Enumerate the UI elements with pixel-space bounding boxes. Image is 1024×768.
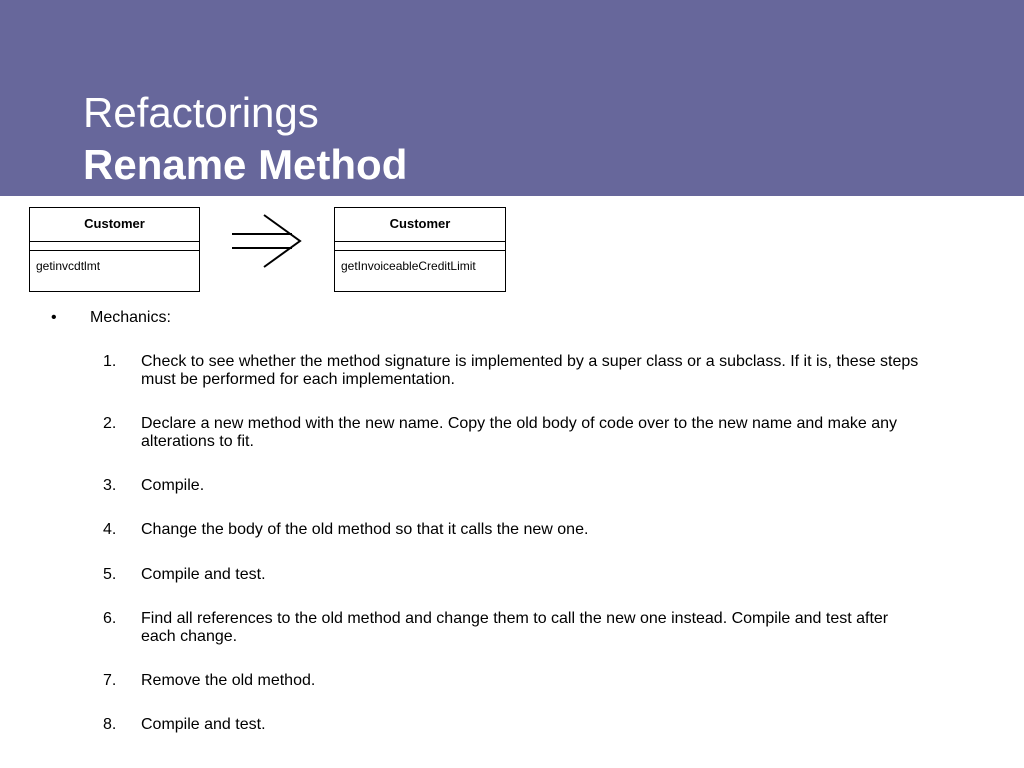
- uml-class-name: Customer: [335, 208, 505, 242]
- slide-title: Refactorings: [83, 89, 319, 136]
- step-number: 1.: [103, 353, 117, 370]
- uml-class-before: [29, 207, 200, 292]
- mechanics-label: Mechanics:: [90, 309, 171, 326]
- uml-class-name: Customer: [30, 208, 199, 242]
- step-number: 2.: [103, 415, 117, 432]
- step-number: 6.: [103, 610, 117, 627]
- step-text: Find all references to the old method and change them to call the new one instead. Compile and test after each change.: [141, 610, 889, 645]
- step-number: 5.: [103, 566, 117, 583]
- step-text: Compile.: [141, 477, 205, 494]
- uml-method-name: getinvcdtlmt: [36, 259, 101, 273]
- step-number: 4.: [103, 521, 117, 538]
- step-text: Change the body of the old method so that it calls the new one.: [141, 521, 589, 538]
- step-text: Remove the old method.: [141, 672, 316, 689]
- title-banner: [0, 0, 1024, 196]
- uml-attributes-compartment: [30, 242, 199, 251]
- step-text: Compile and test.: [141, 566, 266, 583]
- step-text: Declare a new method with the new name. Copy the old body of code over to the new name and make any alterations to fit.: [141, 415, 897, 450]
- step-number: 3.: [103, 477, 117, 494]
- slide-subtitle: Rename Method: [83, 141, 408, 188]
- implies-arrow-icon: [230, 212, 306, 270]
- uml-method-name: getInvoiceableCreditLimit: [341, 259, 476, 273]
- step-text: Compile and test.: [141, 716, 266, 733]
- bullet-marker: •: [51, 309, 57, 326]
- uml-attributes-compartment: [335, 242, 505, 251]
- step-number: 8.: [103, 716, 117, 733]
- step-text: Check to see whether the method signature is implemented by a super class or a subclass. If it is, these steps must be performed for each implementation.: [141, 353, 919, 388]
- step-number: 7.: [103, 672, 117, 689]
- uml-class-after: [334, 207, 506, 292]
